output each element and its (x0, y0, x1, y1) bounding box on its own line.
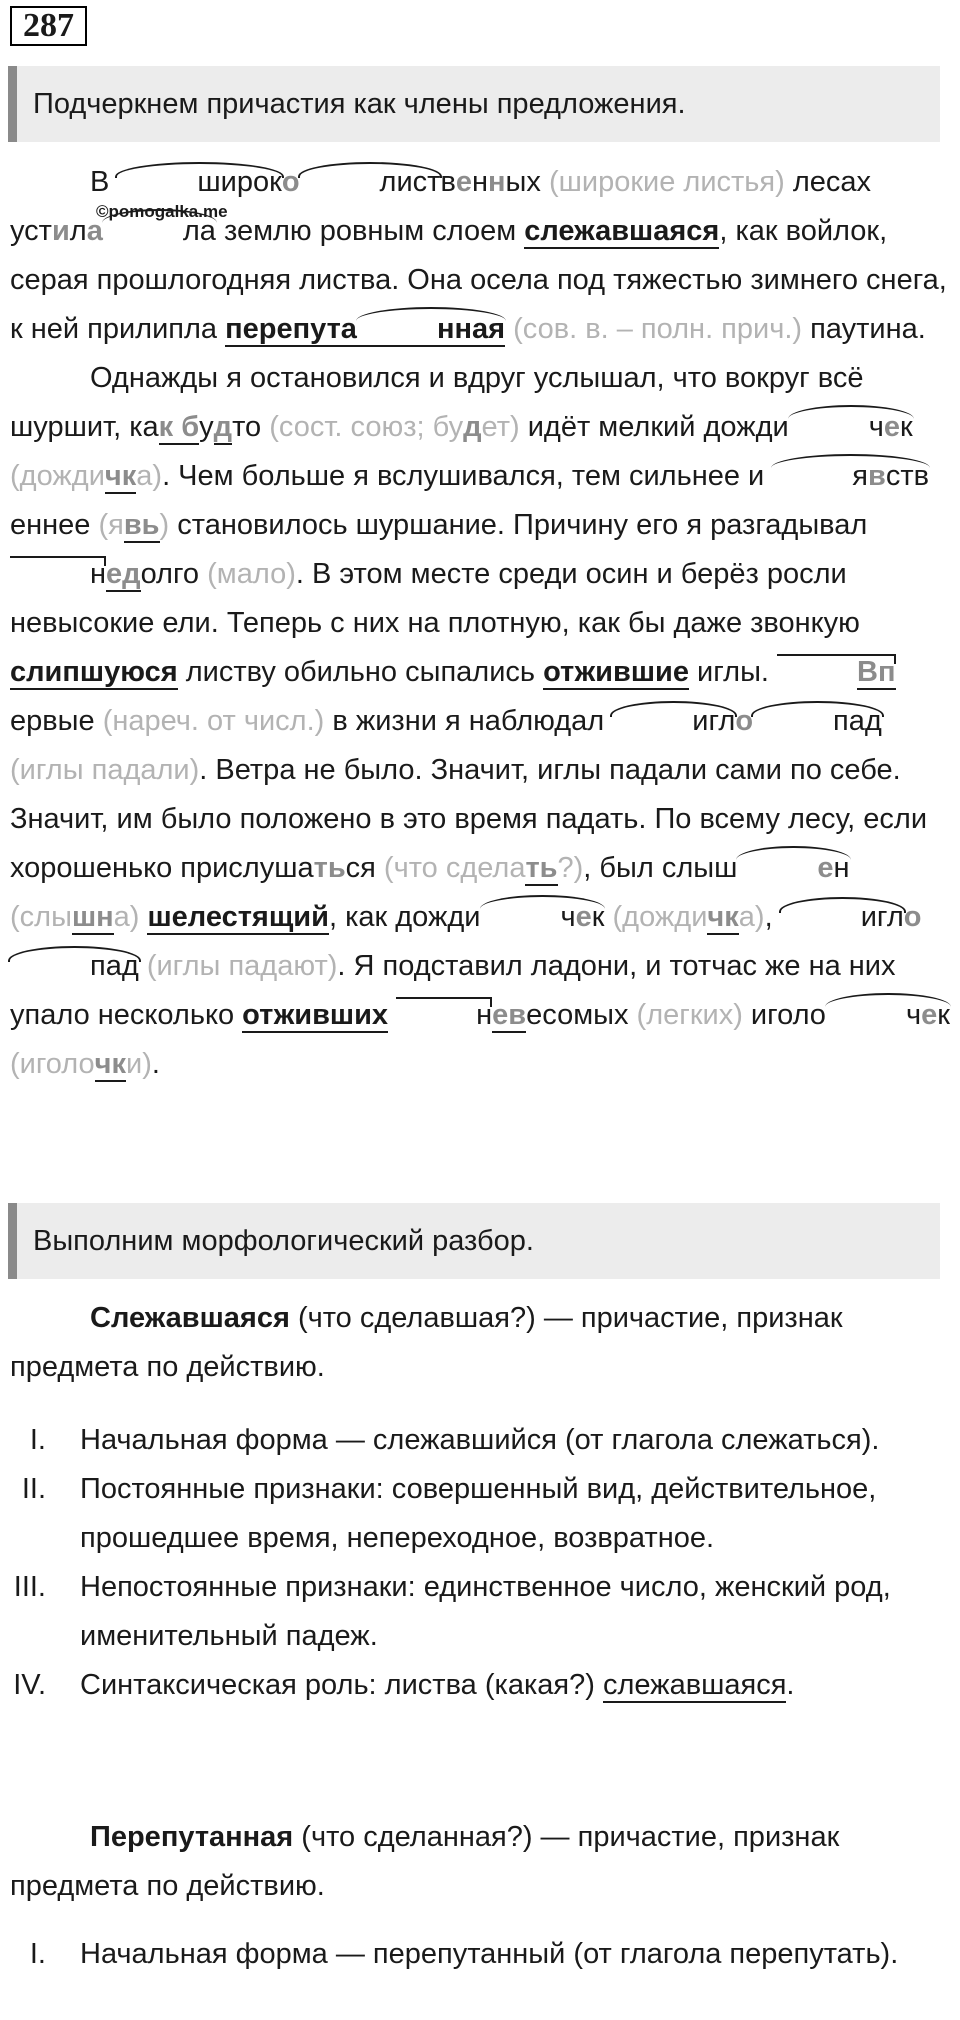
analysis-1-word: Слежавшаяся (90, 1302, 290, 1334)
analysis-1-item-3 (0, 1563, 950, 1661)
paragraph-1: В широко лиственных (широкие листья) лесах устила ла землю ровным слоем слежавшаяся, как войлок, серая прошлогодняя листва. Она осела под тяжестью зимнего снега, к ней прилипла перепута нная (сов. в. – полн. прич.) паутина. (10, 158, 950, 354)
analysis-2-definition: — причастие, признак предмета по действию. (10, 1821, 840, 1902)
paragraph-2: Однажды я остановился и вдруг услышал, что вокруг всё шуршит, как будто (сост. союз; будет) идёт мелкий дожди чек (дождичка). Чем больше я вслушивался, тем сильнее и явственнее (явь) становилось шуршание. Причину его я разгадывал недолго (мало). В этом месте среди осин и берёз росли невысокие ели. Теперь с них на плотную, как бы даже звонкую слипшуюся листву обильно сыпались отжившие иглы. Впервые (нареч. от числ.) в жизни я наблюдал игло пад (иглы падали). Ветра не было. Значит, иглы падали сами по себе. Значит, им было положено в это время падать. По всему лесу, если хорошенько прислушаться (что сделать?), был слыш ен (слышна) шелестящий, как дожди чек (дождичка), иглопад (иглы падают). Я подставил ладони, и тотчас же на них упало несколько отживших невесомых (легких) иголо чек (иголочки). (10, 362, 950, 1080)
task-banner-1: Подчеркнем причастия как члены предложения. (8, 66, 940, 142)
item-text: Начальная форма — перепутанный (от глагола перепутать). (80, 1938, 899, 1970)
item-text: Непостоянные признаки: единственное число, женский род, именительный падеж. (80, 1571, 891, 1652)
analysis-1-item-4 (0, 1661, 950, 1710)
analysis-1-intro (10, 1294, 950, 1392)
item-text: Начальная форма — слежавшийся (от глагола слежаться). (80, 1424, 880, 1456)
roman-numeral: III. (13, 1571, 46, 1603)
analysis-1-item-1 (0, 1416, 950, 1465)
roman-numeral: IV. (13, 1669, 46, 1701)
roman-numeral: II. (21, 1473, 46, 1505)
watermark: ©pomogalka.me (96, 202, 228, 221)
item-text: Постоянные признаки: совершенный вид, действительное, прошедшее время, непереходное, возвратное. (80, 1473, 877, 1554)
item-text: Синтаксическая роль: листва (какая?) (80, 1669, 603, 1701)
analysis-2-intro (10, 1813, 950, 1911)
task-banner-2: Выполним морфологический разбор. (8, 1203, 940, 1279)
analysis-2-question: (что сделанная?) (301, 1821, 533, 1853)
analysis-1-question: (что сделавшая?) (297, 1302, 536, 1334)
main-text (10, 158, 950, 1089)
analysis-1-item-2 (0, 1465, 950, 1563)
analysis-2-word: Перепутанная (90, 1821, 294, 1853)
item-text-end: . (786, 1669, 795, 1701)
item-underlined-word: слежавшаяся (602, 1669, 787, 1701)
exercise-number: 287 (10, 6, 87, 46)
analysis-1-definition: — причастие, признак предмета по действию. (10, 1302, 843, 1383)
analysis-2-list (0, 1930, 950, 1979)
analysis-2-item-1 (0, 1930, 950, 1979)
analysis-1-list (0, 1416, 950, 1710)
roman-numeral: I. (29, 1424, 46, 1456)
roman-numeral: I. (29, 1938, 46, 1970)
